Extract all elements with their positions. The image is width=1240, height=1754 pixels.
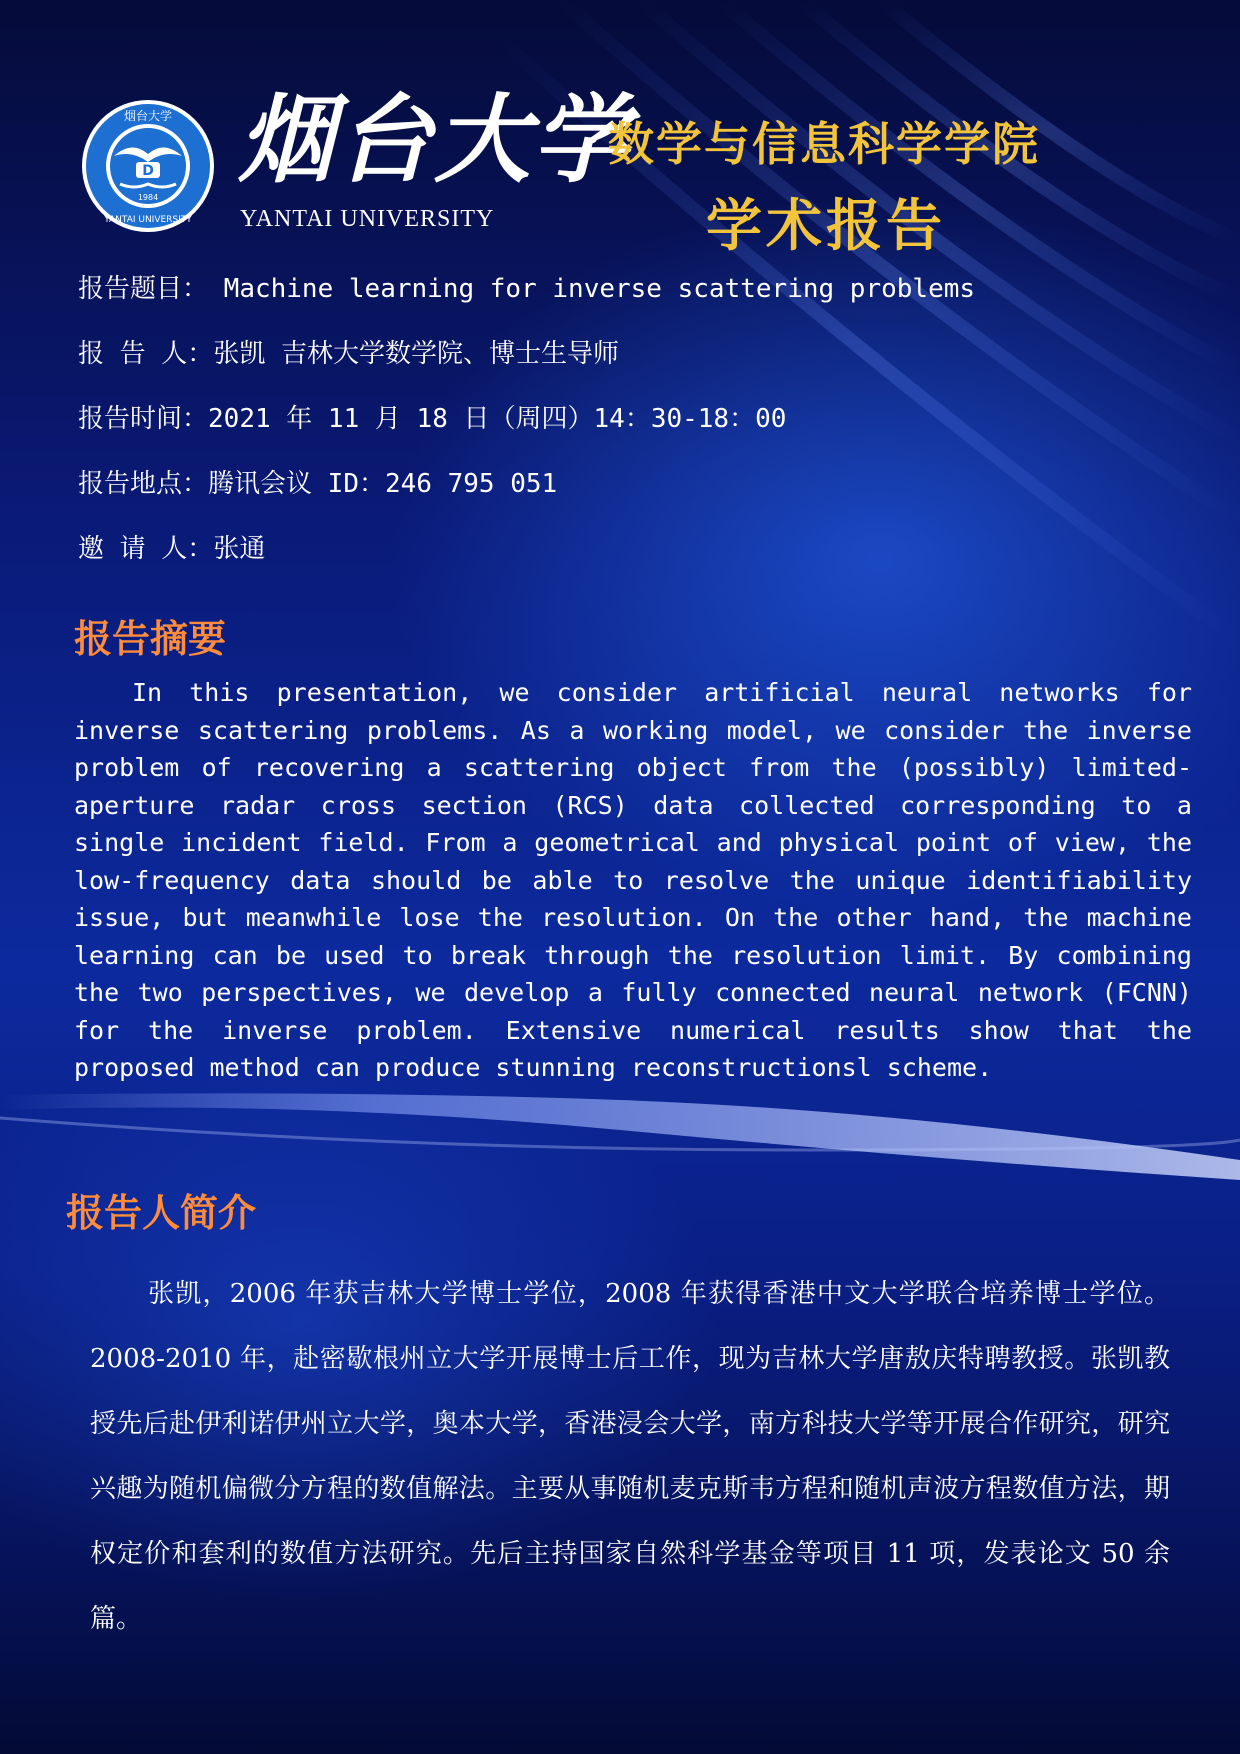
info-place-label: 报告地点： <box>78 469 209 499</box>
bio-text: 张凯，2006 年获吉林大学博士学位，2008 年获得香港中文大学联合培养博士学位。2008-2010 年，赴密歇根州立大学开展博士后工作，现为吉林大学唐敖庆特聘教授。张凯教授先后赴伊利诺伊州立大学，奥本大学，香港浸会大学，南方科技大学等开展合作研究，研究兴趣为随机偏微分方程的数值解法。主要从事随机麦克斯韦方程和随机声波方程数值方法，期权定价和套利的数值方法研究。先后主持国家自然科学基金等项目 11 项，发表论文 50 余篇。 <box>90 1279 1170 1634</box>
svg-text:1984: 1984 <box>137 193 159 202</box>
info-inviter-value: 张通 <box>213 534 266 564</box>
logo-seal-icon <box>80 98 216 234</box>
info-time <box>78 398 786 435</box>
department-name: 数学与信息科学学院 <box>608 117 1040 171</box>
svg-text:烟台大学: 烟台大学 <box>123 109 173 123</box>
university-name-en: YANTAI UNIVERSITY <box>240 206 495 232</box>
abstract-heading: 报告摘要 <box>74 617 227 661</box>
bio-heading: 报告人简介 <box>66 1191 257 1235</box>
university-name-cn: 烟台大学 <box>238 83 630 196</box>
info-place-value: 腾讯会议 ID：246 795 051 <box>208 469 558 499</box>
info-time-value: 2021 年 11 月 18 日（周四）14：30-18：00 <box>208 404 787 434</box>
info-topic-label: 报告题目： <box>78 274 209 304</box>
info-place <box>78 463 557 500</box>
info-inviter <box>78 528 265 565</box>
report-title: 学术报告 <box>706 194 946 259</box>
svg-text:YANTAI UNIVERSITY: YANTAI UNIVERSITY <box>104 215 192 225</box>
svg-text:D: D <box>142 163 154 179</box>
info-topic-value: Machine learning for inverse scattering problems <box>208 274 976 304</box>
info-speaker-label: 报 告 人： <box>78 339 214 369</box>
info-speaker-value: 张凯 吉林大学数学院、博士生导师 <box>213 339 619 369</box>
info-topic <box>78 268 975 305</box>
abstract-text: In this presentation, we consider artificial neural networks for inverse scattering problems. As a working model, we consider the inverse problem of recovering a scattering object from the (possibly) limited-aperture radar cross section (RCS) data collected corresponding to a single incident field. From a geometrical and physical point of view, the low-frequency data should be able to resolve the unique identifiability issue, but meanwhile lose the resolution. On the other hand, the machine learning can be used to break through the resolution limit. By combining the two perspectives, we develop a fully connected neural network (FCNN) for the inverse problem. Extensive numerical results show that the proposed method can produce stunning reconstructionsl scheme. <box>74 678 1192 1082</box>
info-speaker <box>78 333 619 370</box>
info-inviter-label: 邀 请 人： <box>78 534 214 564</box>
university-logo <box>80 98 216 234</box>
info-time-label: 报告时间： <box>78 404 209 434</box>
